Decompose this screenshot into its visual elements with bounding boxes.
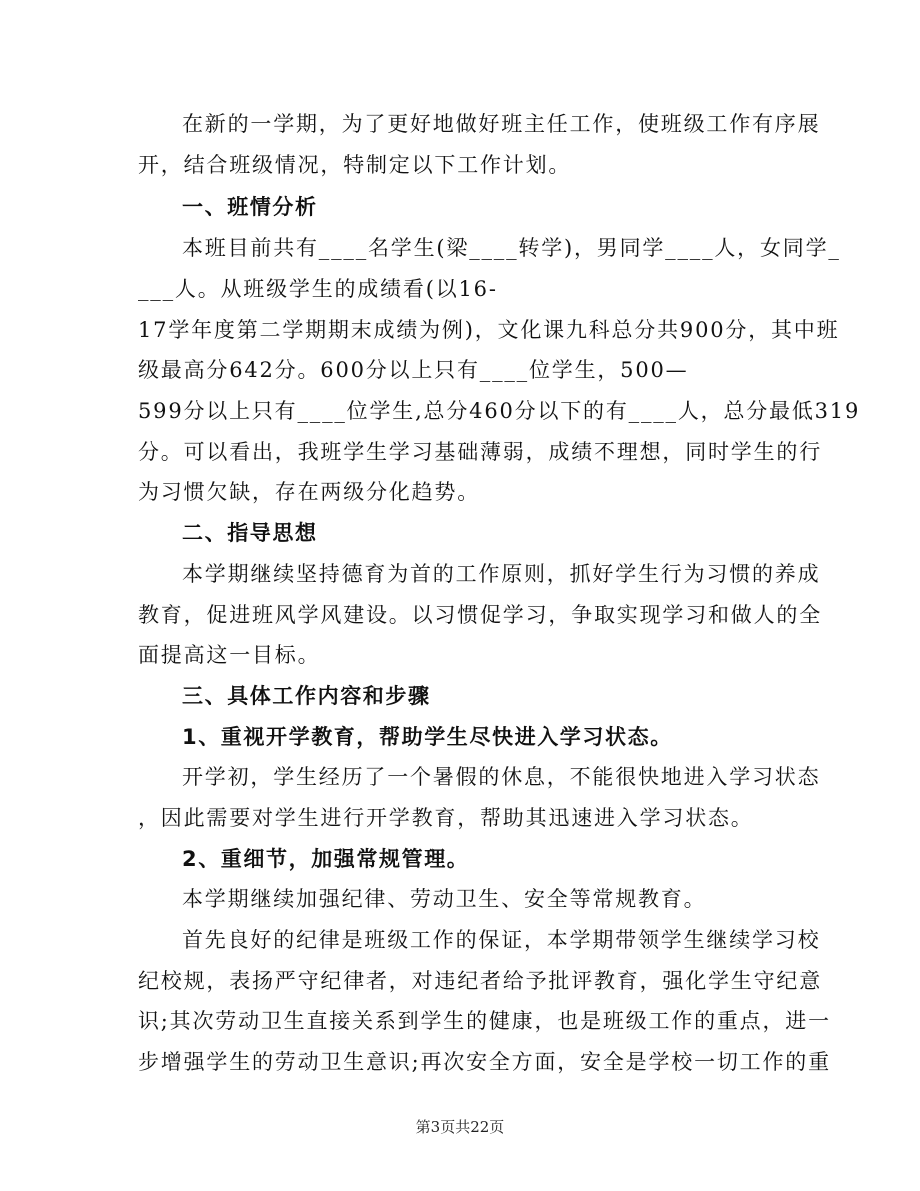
paragraph-line: 面提高这一目标。 [138,643,321,667]
paragraph-line: 开学初，学生经历了一个暑假的休息，不能很快地进入学习状态 [182,765,821,789]
subsection-heading: 1、重视开学教育，帮助学生尽快进入学习状态。 [182,725,673,749]
paragraph-line: 17学年度第二学期期末成绩为例)，文化课九科总分共900分，其中班 [138,318,840,342]
paragraph-line: ___人。从班级学生的成绩看(以16- [138,277,498,301]
section-heading: 一、班情分析 [182,195,318,219]
paragraph-line: 开，结合班级情况，特制定以下工作计划。 [138,153,572,177]
paragraph-line: 本班目前共有____名学生(梁____转学)，男同学____人，女同学_ [182,236,841,260]
paragraph-line: 在新的一学期，为了更好地做好班主任工作，使班级工作有序展 [182,112,821,136]
paragraph-line: 本学期继续加强纪律、劳动卫生、安全等常规教育。 [182,887,707,911]
paragraph-line: 识;其次劳动卫生直接关系到学生的健康，也是班级工作的重点，进一 [138,1009,831,1033]
page-number-footer: 第3页共22页 [415,1118,505,1136]
paragraph-line: 首先良好的纪律是班级工作的保证，本学期带领学生继续学习校 [182,928,821,952]
paragraph-line: 本学期继续坚持德育为首的工作原则，抓好学生行为习惯的养成 [182,562,821,586]
paragraph-line: 分。可以看出，我班学生学习基础薄弱，成绩不理想，同时学生的行 [138,440,822,464]
paragraph-line: 教育，促进班风学风建设。以习惯促学习，争取实现学习和做人的全 [138,603,822,627]
section-heading: 三、具体工作内容和步骤 [182,684,431,708]
subsection-heading: 2、重细节，加强常规管理。 [182,847,470,871]
paragraph-line: ，因此需要对学生进行开学教育，帮助其迅速进入学习状态。 [138,806,754,830]
paragraph-line: 纪校规，表扬严守纪律者，对违纪者给予批评教育，强化学生守纪意 [138,969,822,993]
paragraph-line: 步增强学生的劳动卫生意识;再次安全方面，安全是学校一切工作的重 [138,1050,831,1074]
section-heading: 二、指导思想 [182,521,318,545]
paragraph-line: 级最高分642分。600分以上只有____位学生，500— [138,358,689,382]
paragraph-line: 为习惯欠缺，存在两级分化趋势。 [138,480,480,504]
paragraph-line: 599分以上只有____位学生,总分460分以下的有____人，总分最低319 [138,399,861,423]
